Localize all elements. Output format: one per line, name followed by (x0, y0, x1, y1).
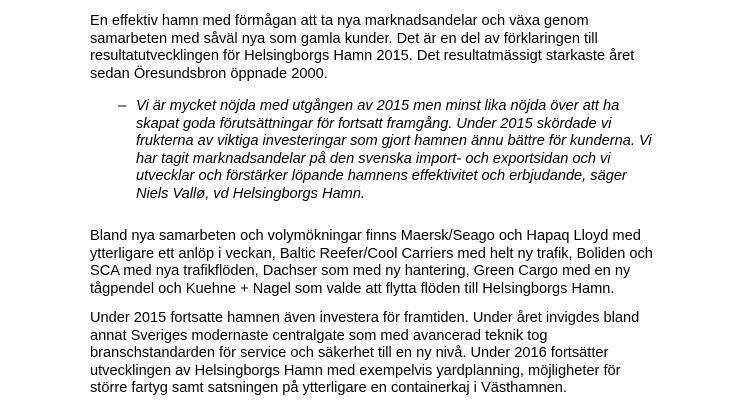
investment-line: branschstandarden för service och säkerhet till en ny nivå. Under 2016 fortsätter (90, 345, 609, 361)
partners-line: ytterligare ett anlöp i veckan, Baltic Reefer/Cool Carriers med helt ny trafik, Boliden och (90, 245, 653, 262)
investment-line: Under 2015 fortsatte hamnen även investera för framtiden. Under året invigdes bland (90, 310, 640, 326)
quote-line: utvecklar och förstärker löpande hamnens effektivitet och erbjudande, säger (136, 168, 627, 184)
quote-line: Vi är mycket nöjda med utgången av 2015 men minst lika nöjda över att ha (136, 98, 620, 114)
intro-line: sedan Öresundsbron öppnade 2000. (90, 65, 328, 82)
partners-line: Bland nya samarbeten och volymökningar finns Maersk/Seago och Hapaq Lloyd med (90, 228, 641, 244)
intro-line: En effektiv hamn med förmågan att ta nya marknadsandelar och växa genom (90, 13, 589, 29)
intro-line: samarbeten med såväl nya som gamla kunder. Det är en del av förklaringen till (90, 30, 598, 47)
investment-line: annat Sveriges modernaste centralgate som med avancerad teknik tog (90, 327, 548, 344)
investment-paragraph (90, 310, 710, 398)
partners-line: tågpendel och Kuehne + Nagel som valde att flytta flöden till Helsingborgs Hamn. (90, 280, 615, 297)
partners-paragraph (90, 228, 710, 298)
intro-paragraph (90, 13, 710, 83)
quote-line: Niels Vallø, vd Helsingborgs Hamn. (136, 185, 365, 202)
investment-line: utvecklingen av Helsingborgs Hamn med exempelvis yardplanning, möjligheter för (90, 362, 621, 379)
partners-line: SCA med nya trafikflöden, Dachser som med ny hantering, Green Cargo med en ny (90, 263, 631, 279)
quote-dash-bullet: – (118, 98, 127, 114)
quote-line: frukterna av viktiga investeringar som gjort hamnen ännu bättre för kunderna. Vi (136, 133, 652, 149)
investment-line: större fartyg samt satsningen på ytterligare en containerkaj i Västhamnen. (90, 380, 567, 396)
quote-line: skapat goda förutsättningar för fortsatt framgång. Under 2015 skördade vi (136, 115, 612, 132)
quote-line: har tagit marknadsandelar på den svenska import- och exportsidan och vi (136, 150, 611, 167)
quote-text (136, 98, 652, 203)
intro-line: resultatutvecklingen för Helsingborgs Hamn 2015. Det resultatmässigt starkaste året (90, 48, 635, 64)
